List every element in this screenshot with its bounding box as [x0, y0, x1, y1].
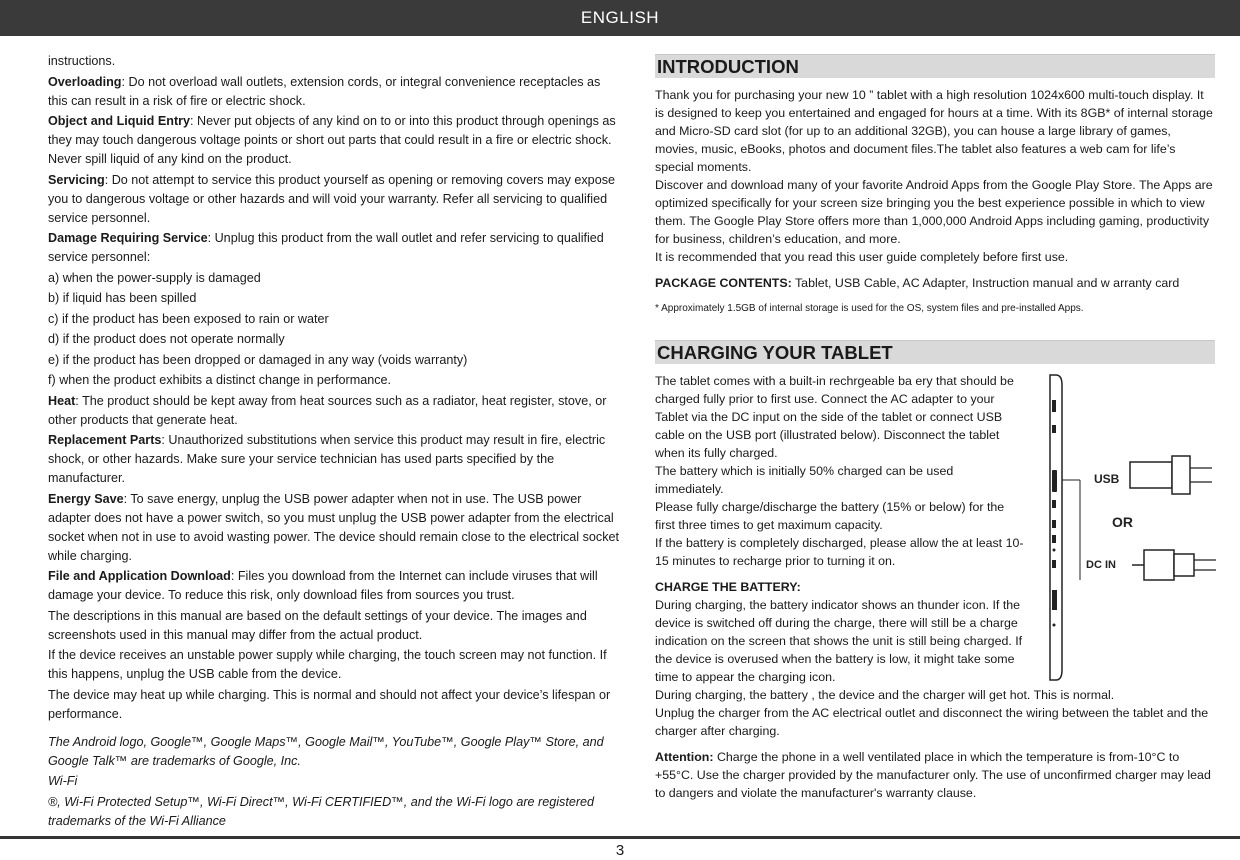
usb-cable-icon — [1130, 456, 1212, 494]
trademark-notice: Wi-Fi — [48, 774, 78, 788]
charging-paragraph: Please fully charge/discharge the battery (15% or below) for the first three times to get maximum capacity. — [655, 500, 1005, 532]
charging-heading: CHARGING YOUR TABLET — [655, 340, 1215, 364]
safety-paragraph: Heat: The product should be kept away from heat sources such as a radiator, heat register, stove, or other products that generate heat. — [48, 393, 607, 427]
attention-notice: Attention: Charge the phone in a well ventilated place in which the temperature is from-10°C to +55°C. Use the charger provided by the manufacturer only. The use of unconfirmed charger may lead to dangers and violate the manufacturer's warranty clause. — [655, 750, 1211, 800]
intro-paragraph: Discover and download many of your favorite Android Apps from the Google Play Store. The Apps are optimized specifically for your screen size bringing you the best experience possible in which to view them. The Google Play Store offers more than 1,000,000 Android Apps including gaming, productivity for business, children’s education, and more. — [655, 178, 1213, 246]
footer-divider — [0, 836, 1240, 839]
package-contents: PACKAGE CONTENTS: Tablet, USB Cable, AC Adapter, Instruction manual and w arranty card — [655, 276, 1180, 290]
unplug-instruction: Unplug the charger from the AC electrical outlet and disconnect the wiring between the tablet and the charger after charging. — [655, 706, 1209, 738]
list-item: c) if the product has been exposed to rain or water — [48, 311, 329, 326]
plain-paragraph: If the device receives an unstable power supply while charging, the touch screen may not function. If this happens, unplug the USB cable from the device. — [48, 648, 607, 681]
hot-warning: During charging, the battery , the device and the charger will get hot. This is normal. — [655, 688, 1115, 702]
charging-paragraph: If the battery is completely discharged, please allow the at least 10-15 minutes to recharge prior to turning it on. — [655, 536, 1024, 568]
page-number: 3 — [615, 842, 625, 859]
charging-port-diagram — [1040, 370, 1220, 690]
intro-paragraph: It is recommended that you read this user guide completely before first use. — [655, 250, 1069, 264]
list-item: b) if liquid has been spilled — [48, 291, 197, 305]
language-header: ENGLISH — [0, 0, 1240, 36]
safety-paragraph: File and Application Download: Files you download from the Internet can include viruses that will damage your device. To reduce this risk, only download files from sources you trust. — [48, 569, 598, 602]
safety-paragraph: Replacement Parts: Unauthorized substitutions when service this product may result in fire, electric shock, or other hazards. Make sure your service technician has used parts specified by the manufacturer. — [48, 433, 606, 485]
charging-paragraph: The battery which is initially 50% charged can be used immediately. — [655, 464, 954, 496]
safety-paragraph: Damage Requiring Service: Unplug this product from the wall outlet and refer servicing to qualified service personnel: — [48, 231, 604, 264]
usb-label: USB — [1094, 472, 1120, 486]
intro-paragraph: Thank you for purchasing your new 10 ” tablet with a high resolution 1024x600 multi-touch display. It is designed to keep you entertained and engaged for hours at a time. With its 8GB* of internal storage and Micro-SD card slot (for up to an additional 32GB), you can house a large library of games, movies, music, eBooks, photos and document files.The tablet also features a web cam for life’s special moments. — [655, 88, 1213, 174]
dc-cable-icon — [1132, 550, 1216, 580]
trademark-notice: ®, Wi-Fi Protected Setup™, Wi-Fi Direct™, Wi-Fi CERTIFIED™, and the Wi-Fi logo are registered trademarks of the Wi-Fi Alliance — [48, 794, 595, 828]
or-label: OR — [1112, 514, 1133, 530]
charge-battery-text: During charging, the battery indicator shows an thunder icon. If the device is switched off during the charge, there will still be a charge indication on the screen that shows the unit is still being charged. If the device is overused when the battery is low, it might take some time to appear the charging icon. — [655, 598, 1023, 684]
charge-battery-label: CHARGE THE BATTERY: — [655, 580, 801, 594]
safety-paragraph: Servicing: Do not attempt to service this product yourself as opening or removing covers may expose you to dangerous voltage or other hazards and will void your warranty. Refer all servicing to qualified service personnel. — [48, 172, 615, 225]
storage-footnote: * Approximately 1.5GB of internal storage is used for the OS, system files and pre-installed Apps. — [655, 303, 1084, 314]
plain-paragraph: The descriptions in this manual are based on the default settings of your device. The images and screenshots used in this manual may differ from the actual product. — [48, 608, 587, 642]
intro-line: instructions. — [48, 54, 116, 68]
dc-in-label: DC IN — [1086, 559, 1116, 571]
safety-paragraph: Energy Save: To save energy, unplug the USB power adapter when not in use. The USB power adapter does not have a power switch, so you must unplug the USB power adapter from the electrical socket when not in use to avoid wasting power. The device should remain close to the electrical socket while charging. — [48, 491, 619, 563]
list-item: f) when the product exhibits a distinct change in performance. — [48, 373, 392, 387]
list-item: a) when the power-supply is damaged — [48, 270, 261, 285]
trademark-notice: The Android logo, Google™, Google Maps™, Google Mail™, YouTube™, Google Play™ Store, and Google Talk™ are trademarks of Google, Inc. — [48, 734, 604, 768]
safety-column — [48, 52, 622, 832]
charging-paragraph: The tablet comes with a built-in rechrgeable ba ery that should be charged fully prior to first use. Connect the AC adapter to your Tablet via the DC input on the side of the tablet or connect USB cable on the USB port (illustrated below). Disconnect the tablet when its fully charged. — [655, 374, 1014, 460]
list-item: d) if the product does not operate normally — [48, 332, 285, 346]
plain-paragraph: The device may heat up while charging. This is normal and should not affect your device’s lifespan or performance. — [48, 687, 611, 721]
safety-paragraph: Object and Liquid Entry: Never put objects of any kind on to or into this product through openings as they may touch dangerous voltage points or short out parts that could result in a fire or electric shock. Never spill liquid of any kind on the product. — [48, 114, 616, 166]
list-item: e) if the product has been dropped or damaged in any way (voids warranty) — [48, 352, 468, 367]
tablet-side-icon — [1050, 375, 1062, 680]
introduction-heading: INTRODUCTION — [655, 54, 1215, 78]
safety-paragraph: Overloading: Do not overload wall outlets, extension cords, or integral convenience receptacles as this can result in a risk of fire or electric shock. — [48, 74, 601, 108]
